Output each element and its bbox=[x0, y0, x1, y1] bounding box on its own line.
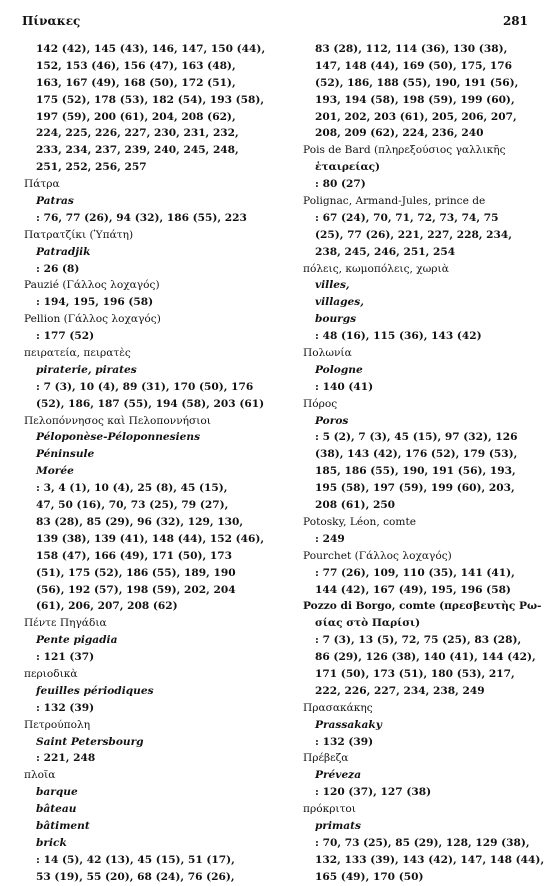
index-line: σίας στὸ Παρίσι) bbox=[315, 617, 421, 630]
index-line: : 67 (24), 70, 71, 72, 73, 74, 75 bbox=[315, 211, 499, 224]
index-line: Pauzié (Γάλλος λοχαγός) bbox=[24, 279, 160, 292]
index-line: : 132 (39) bbox=[36, 701, 95, 714]
index-line: : 26 (8) bbox=[36, 262, 80, 275]
index-line: Pois de Bard (πληρεξούσιος γαλλικῆς bbox=[303, 144, 506, 157]
index-line: 224, 225, 226, 227, 230, 231, 232, bbox=[36, 127, 239, 140]
index-line: Péninsule bbox=[36, 448, 95, 461]
index-line: : 140 (41) bbox=[315, 380, 374, 393]
index-line: Πάτρα bbox=[24, 178, 60, 191]
index-line: Πατρατζίκι (Ὑπάτη) bbox=[24, 228, 134, 241]
index-line: : 5 (2), 7 (3), 45 (15), 97 (32), 126 bbox=[315, 431, 518, 444]
index-line: 163, 167 (49), 168 (50), 172 (51), bbox=[36, 76, 236, 89]
index-line: : 77 (26), 109, 110 (35), 141 (41), bbox=[315, 566, 515, 579]
index-line: Patradjik bbox=[36, 245, 91, 258]
index-line: 158 (47), 166 (49), 171 (50), 173 bbox=[36, 549, 232, 562]
index-line: 53 (19), 55 (20), 68 (24), 76 (26), bbox=[36, 870, 235, 883]
index-line: (56), 192 (57), 198 (59), 202, 204 bbox=[36, 583, 236, 596]
index-line: barque bbox=[36, 786, 78, 799]
index-line: (52), 186, 187 (55), 194 (58), 203 (61) bbox=[36, 397, 265, 410]
index-line: Poros bbox=[315, 414, 349, 427]
index-line: 222, 226, 227, 234, 238, 249 bbox=[315, 684, 485, 697]
index-line: 47, 50 (16), 70, 73 (25), 79 (27), bbox=[36, 499, 229, 512]
page-number: 281 bbox=[502, 14, 528, 28]
index-line: 139 (38), 139 (41), 148 (44), 152 (46), bbox=[36, 532, 265, 545]
index-line: feuilles périodiques bbox=[36, 684, 154, 697]
index-line: Morée bbox=[36, 465, 74, 478]
index-line: 251, 252, 256, 257 bbox=[36, 161, 147, 174]
index-line: 208, 209 (62), 224, 236, 240 bbox=[315, 127, 484, 140]
index-line: Péloponèse-Péloponnesiens bbox=[36, 431, 201, 444]
index-line: 86 (29), 126 (38), 140 (41), 144 (42), bbox=[315, 651, 536, 664]
index-line: (52), 186, 188 (55), 190, 191 (56), bbox=[315, 76, 519, 89]
index-line: 201, 202, 203 (61), 205, 206, 207, bbox=[315, 110, 517, 123]
index-line: : 120 (37), 127 (38) bbox=[315, 786, 432, 799]
index-line: 238, 245, 246, 251, 254 bbox=[315, 245, 456, 258]
index-line: 142 (42), 145 (43), 146, 147, 150 (44), bbox=[36, 43, 266, 55]
index-line: Prassakaky bbox=[315, 718, 382, 731]
index-line: (25), 77 (26), 221, 227, 228, 234, bbox=[315, 228, 512, 241]
index-line: Πετρούπολη bbox=[24, 718, 91, 731]
index-line: πειρατεία, πειρατὲς bbox=[24, 347, 131, 360]
index-line: 152, 153 (46), 156 (47), 163 (48), bbox=[36, 59, 236, 72]
index-line: : 7 (3), 13 (5), 72, 75 (25), 83 (28), bbox=[315, 634, 522, 647]
index-line: villages, bbox=[315, 296, 364, 309]
index-line: : 194, 195, 196 (58) bbox=[36, 296, 154, 309]
index-line: 144 (42), 167 (49), 195, 196 (58) bbox=[315, 583, 511, 596]
index-line: 175 (52), 178 (53), 182 (54), 193 (58), bbox=[36, 93, 265, 106]
index-line: Pologne bbox=[315, 363, 363, 376]
index-line: πλοῖα bbox=[24, 769, 56, 782]
index-line: περιοδικὰ bbox=[24, 667, 78, 680]
index-line: : 48 (16), 115 (36), 143 (42) bbox=[315, 330, 482, 343]
index-line: piraterie, pirates bbox=[36, 363, 137, 376]
index-line: πρόκριτοι bbox=[303, 803, 356, 816]
index-line: (38), 143 (42), 176 (52), 179 (53), bbox=[315, 448, 518, 461]
index-line: : 70, 73 (25), 85 (29), 128, 129 (38), bbox=[315, 836, 530, 849]
index-column-left bbox=[24, 41, 286, 886]
index-line: : 221, 248 bbox=[36, 752, 96, 765]
index-line: 185, 186 (55), 190, 191 (56), 193, bbox=[315, 465, 516, 478]
index-line: : 14 (5), 42 (13), 45 (15), 51 (17), bbox=[36, 853, 235, 866]
index-line: Saint Petersbourg bbox=[36, 735, 144, 748]
index-line: Potosky, Léon, comte bbox=[303, 515, 417, 528]
index-line: ἑταιρείας) bbox=[315, 161, 381, 174]
index-line: Préveza bbox=[315, 769, 362, 782]
index-line: : 177 (52) bbox=[36, 330, 95, 343]
index-line: bâteau bbox=[36, 803, 77, 816]
index-line: 83 (28), 85 (29), 96 (32), 129, 130, bbox=[36, 515, 244, 528]
index-line: 83 (28), 112, 114 (36), 130 (38), bbox=[315, 43, 508, 55]
index-line: primats bbox=[315, 819, 361, 832]
index-line: Πολωνία bbox=[303, 347, 352, 360]
index-line: bourgs bbox=[315, 313, 357, 326]
index-line: 171 (50), 173 (51), 180 (53), 217, bbox=[315, 667, 515, 680]
index-line: : 76, 77 (26), 94 (32), 186 (55), 223 bbox=[36, 211, 247, 224]
index-line: : 3, 4 (1), 10 (4), 25 (8), 45 (15), bbox=[36, 482, 228, 495]
index-line: : 80 (27) bbox=[315, 178, 366, 191]
index-line: : 7 (3), 10 (4), 89 (31), 170 (50), 176 bbox=[36, 380, 254, 393]
index-line: (61), 206, 207, 208 (62) bbox=[36, 600, 178, 613]
index-line: Pellion (Γάλλος λοχαγός) bbox=[24, 313, 161, 326]
index-line: villes, bbox=[315, 279, 350, 292]
page-header bbox=[22, 14, 528, 28]
index-line: (51), 175 (52), 186 (55), 189, 190 bbox=[36, 566, 236, 579]
index-line: Polignac, Armand-Jules, prince de bbox=[303, 195, 486, 208]
index-line: πόλεις, κωμοπόλεις, χωριὰ bbox=[303, 262, 449, 275]
index-line: Πελοπόννησος καὶ Πελοποννήσιοι bbox=[24, 414, 211, 427]
index-line: 132, 133 (39), 143 (42), 147, 148 (44), bbox=[315, 853, 545, 866]
index-line: 208 (61), 250 bbox=[315, 499, 396, 512]
index-line: 195 (58), 197 (59), 199 (60), 203, bbox=[315, 482, 515, 495]
index-line: Πρασακάκης bbox=[303, 701, 373, 714]
index-line: brick bbox=[36, 836, 67, 849]
index-column-right bbox=[303, 41, 545, 886]
index-line: : 249 bbox=[315, 532, 345, 545]
index-line: Pourchet (Γάλλος λοχαγός) bbox=[303, 549, 452, 562]
index-line: 147, 148 (44), 169 (50), 175, 176 bbox=[315, 59, 512, 72]
index-line: Pozzo di Borgo, comte (πρεσβευτὴς Ρω- bbox=[303, 600, 542, 613]
index-line: : 121 (37) bbox=[36, 651, 95, 664]
index-line: Πέντε Πηγάδια bbox=[24, 617, 107, 630]
index-line: Patras bbox=[36, 195, 74, 208]
index-line: Πόρος bbox=[303, 397, 338, 410]
index-line: : 132 (39) bbox=[315, 735, 374, 748]
index-line: Pente pigadia bbox=[36, 634, 118, 647]
index-line: bâtiment bbox=[36, 819, 90, 832]
index-line: 165 (49), 170 (50) bbox=[315, 870, 424, 883]
index-line: Πρέβεζα bbox=[303, 752, 349, 765]
running-title: Πίνακες bbox=[22, 14, 81, 28]
index-line: 197 (59), 200 (61), 204, 208 (62), bbox=[36, 110, 236, 123]
index-line: 233, 234, 237, 239, 240, 245, 248, bbox=[36, 144, 239, 157]
index-line: 193, 194 (58), 198 (59), 199 (60), bbox=[315, 93, 515, 106]
